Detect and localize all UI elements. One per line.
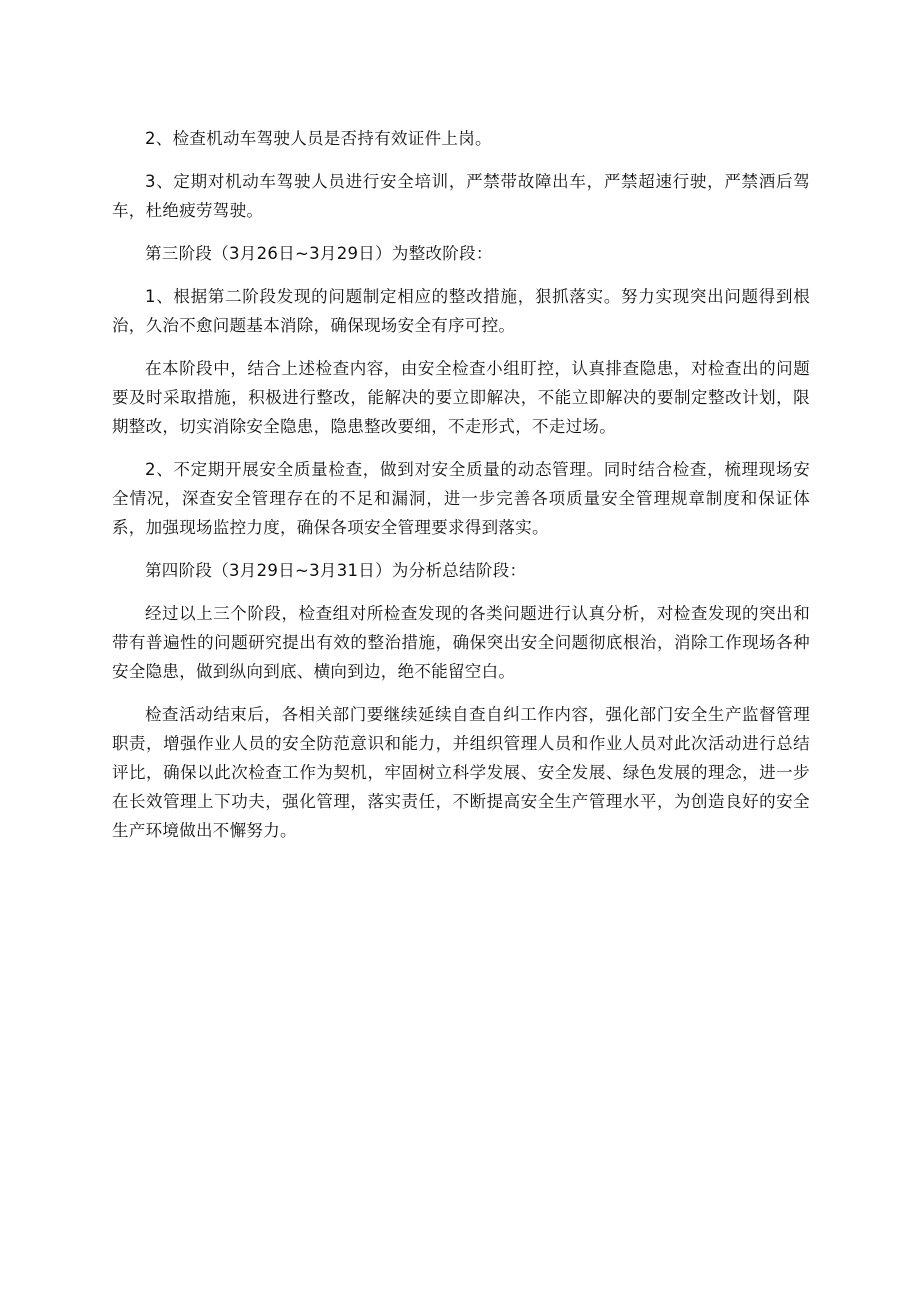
document-body: [112, 124, 810, 859]
paragraph-phase-three-heading: 第三阶段（3月26日~3月29日）为整改阶段：: [145, 244, 493, 263]
paragraph-phase-three-item-1: 1、根据第二阶段发现的问题制定相应的整改措施，狠抓落实。努力实现突出问题得到根治，久治不愈问题基本消除，确保现场安全有序可控。: [112, 287, 810, 335]
paragraph-phase-four-analysis: 经过以上三个阶段，检查组对所检查发现的各类问题进行认真分析，对检查发现的突出和带有普遍性的问题研究提出有效的整治措施，确保突出安全问题彻底根治，消除工作现场各种安全隐患，做到纵向到底、横向到边，绝不能留空白。: [112, 604, 810, 681]
paragraph-phase-four-heading: 第四阶段（3月29日~3月31日）为分析总结阶段：: [145, 561, 527, 580]
paragraph-item-3-driver-training: 3、定期对机动车驾驶人员进行安全培训，严禁带故障出车，严禁超速行驶，严禁酒后驾车，杜绝疲劳驾驶。: [112, 172, 810, 220]
paragraph-conclusion: 检查活动结束后，各相关部门要继续延续自查自纠工作内容，强化部门安全生产监督管理职责，增强作业人员的安全防范意识和能力，并组织管理人员和作业人员对此次活动进行总结评比，确保以此次检查工作为契机，牢固树立科学发展、安全发展、绿色发展的理念，进一步在长效管理上下功夫，强化管理，落实责任，不断提高安全生产管理水平，为创造良好的安全生产环境做出不懈努力。: [112, 705, 810, 840]
paragraph-phase-three-detail: 在本阶段中，结合上述检查内容，由安全检查小组盯控，认真排查隐患，对检查出的问题要及时采取措施，积极进行整改，能解决的要立即解决，不能立即解决的要制定整改计划，限期整改，切实消除安全隐患，隐患整改要细，不走形式，不走过场。: [112, 359, 810, 436]
paragraph-item-2-drivers-license: 2、检查机动车驾驶人员是否持有效证件上岗。: [145, 129, 492, 148]
paragraph-phase-three-item-2: 2、不定期开展安全质量检查，做到对安全质量的动态管理。同时结合检查，梳理现场安全情况，深查安全管理存在的不足和漏洞，进一步完善各项质量安全管理规章制度和保证体系，加强现场监控力度，确保各项安全管理要求得到落实。: [112, 460, 810, 537]
